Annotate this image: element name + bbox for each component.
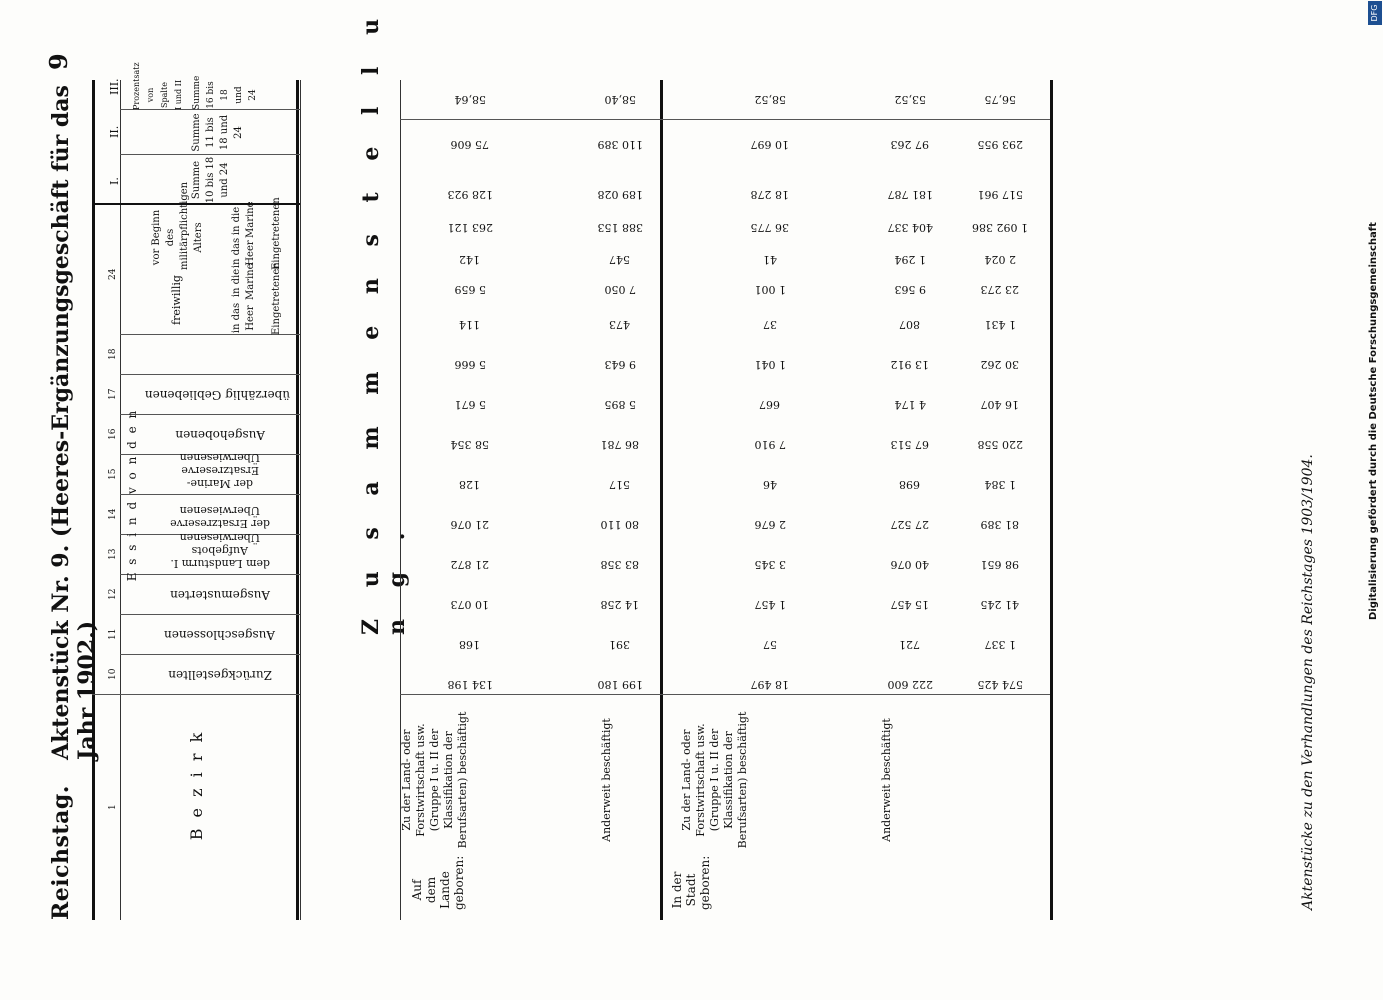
value-cell: 5 895 [604,398,636,411]
value-cell: 404 337 [887,221,933,234]
header-summe-10-18: Summe 10 bis 18 und 24 [191,156,230,204]
value-cell: 58,64 [454,93,486,106]
header-eingetretenen-2: Eingetretenen [271,197,282,270]
colnum-12: 12 [108,588,118,600]
colnum-III: III. [108,78,121,95]
value-cell: 9 563 [894,283,926,296]
value-cell: 110 389 [597,138,643,151]
divider [120,374,300,375]
header-heer-2: in das Heer [231,237,256,269]
value-cell: 473 [609,318,631,331]
value-cell: 142 [459,253,481,266]
header-bezirk: B e z i r k [187,729,206,841]
value-cell: 46 [763,478,777,491]
colnum-II: II. [108,125,121,138]
colnum-13: 13 [108,548,118,560]
value-cell: 199 180 [597,678,643,691]
header-marine-2: in die Marine [231,201,256,238]
value-cell: 667 [759,398,781,411]
value-cell: 27 527 [890,518,930,531]
footer-note: Aktenstücke zu den Verhandlungen des Reichstages 1903/1904. [1300,454,1316,910]
value-cell: 2 676 [754,518,786,531]
value-cell: 388 153 [597,221,643,234]
value-cell: 698 [899,478,921,491]
row-label-g2-r2 [880,700,930,860]
column-number-rule [120,80,121,920]
value-cell: 391 [609,638,631,651]
total-cell: 41 245 [980,598,1020,611]
page-header [44,53,100,920]
header-c15: der Marine-Ersatzreserve Überwiesenen [179,451,261,490]
header-bottom-thick-rule [296,80,299,920]
value-cell: 168 [459,638,481,651]
value-cell: 67 513 [890,438,930,451]
header-summe-16-18: Summe 16 bis 18 und 24 [192,75,258,110]
group-divider [660,80,663,920]
colnum-10: 10 [108,668,118,680]
value-cell: 4 174 [894,398,926,411]
total-cell: 2 024 [984,253,1016,266]
colnum-11: 11 [108,628,118,640]
header-summe-11-18: Summe 11 bis 18 und 24 [191,113,244,152]
colnum-18: 18 [108,348,118,360]
value-cell: 21 872 [450,558,490,571]
total-cell: 81 389 [980,518,1020,531]
value-cell: 13 912 [890,358,930,371]
total-cell: 16 407 [980,398,1020,411]
total-cell: 23 273 [980,283,1020,296]
value-cell: 222 600 [887,678,933,691]
divider [120,574,300,575]
value-cell: 58 354 [450,438,490,451]
row-label-g1-r1 [400,700,580,860]
total-cell: 98 651 [980,558,1020,571]
value-cell: 15 457 [890,598,930,611]
divider [120,654,300,655]
row-label-text: Anderweit beschäftigt [880,718,893,842]
value-cell: 57 [763,638,777,651]
total-cell: 1 431 [984,318,1016,331]
group-label-stadt [670,855,910,910]
divider [120,614,300,615]
row-label-text: Zu der Land- oder Forstwirtschaft usw. (Gruppe I u. II der Klassifikation der Berufsarten) beschäftigt [400,711,469,849]
value-cell: 263 121 [447,221,493,234]
value-cell: 721 [899,638,921,651]
data-divider-bezirk [400,694,1050,695]
value-cell: 10 073 [450,598,490,611]
value-cell: 14 258 [600,598,640,611]
divider [120,494,300,495]
value-cell: 75 606 [450,138,490,151]
value-cell: 1 041 [754,358,786,371]
total-cell: 517 961 [977,188,1023,201]
colnum-14: 14 [108,508,118,520]
value-cell: 10 697 [750,138,790,151]
total-cell: 574 425 [977,678,1023,691]
value-cell: 128 923 [447,188,493,201]
value-cell: 58,40 [604,93,636,106]
value-cell: 134 198 [447,678,493,691]
value-cell: 3 345 [754,558,786,571]
colnum-24: 24 [108,268,118,280]
header-c14: der Ersatzreserve Überwiesenen [170,504,270,530]
value-cell: 114 [459,318,481,331]
total-cell: 1 384 [984,478,1016,491]
section-title: Z u s a m m e n s t e l l u n g . [358,6,410,635]
colnum-I: I. [108,177,121,185]
header-eingetretenen-1: Eingetretenen [271,262,282,335]
total-cell: 293 955 [977,138,1023,151]
header-title: Aktenstück Nr. 9. (Heeres-Ergänzungsgeschäft für das Jahr 1902.) [48,85,100,760]
value-cell: 517 [609,478,631,491]
row-label-g1-r2 [600,700,650,860]
value-cell: 41 [763,253,777,266]
value-cell: 97 263 [890,138,930,151]
value-cell: 5 659 [454,283,486,296]
page-number: 9 [44,53,73,70]
row-label-g2-r1 [680,700,860,860]
value-cell: 86 781 [600,438,640,451]
colnum-1: 1 [108,804,118,810]
value-cell: 189 028 [597,188,643,201]
header-group-title: E s s i n d v o n d e n [125,408,139,582]
value-cell: 5 671 [454,398,486,411]
value-cell: 547 [609,253,631,266]
colnum-17: 17 [108,388,118,400]
header-c12: Ausgemusterten [170,588,270,602]
header-heer-1: in das Heer [231,302,256,334]
value-cell: 18 497 [750,678,790,691]
divider-bezirk [92,694,300,695]
total-cell: 56,75 [984,93,1016,106]
value-cell: 9 643 [604,358,636,371]
header-prozentsatz: Prozentsatz von Spalte I und II [132,62,183,110]
value-cell: 40 076 [890,558,930,571]
colnum-16: 16 [108,428,118,440]
header-c13: dem Landsturm I. Aufgebots Überwiesenen [170,531,270,570]
value-cell: 80 110 [600,518,640,531]
header-freiwillig: freiwillig [170,275,183,325]
value-cell: 7 910 [754,438,786,451]
header-c10: Zurückgestellten [168,668,272,682]
table-top-rule [92,80,95,920]
header-marine-1: in die Marine [231,263,256,300]
value-cell: 53,52 [894,93,926,106]
value-cell: 1 457 [754,598,786,611]
value-cell: 1 001 [754,283,786,296]
header-bottom-rule [300,80,301,920]
table-bottom-rule [1050,80,1053,920]
colnum-15: 15 [108,468,118,480]
dfg-logo: DFG [1368,1,1382,25]
group-label-stadt-text: In der Stadt geboren: [670,855,712,910]
value-cell: 1 294 [894,253,926,266]
value-cell: 128 [459,478,481,491]
value-cell: 18 278 [750,188,790,201]
value-cell: 37 [763,318,777,331]
value-cell: 58,52 [754,93,786,106]
header-c16: Ausgehobenen [175,428,265,442]
header-left: Reichstag. [48,785,74,920]
header-c11: Ausgeschlossenen [164,628,276,642]
total-cell: 30 262 [980,358,1020,371]
value-cell: 807 [899,318,921,331]
value-cell: 83 358 [600,558,640,571]
value-cell: 21 076 [450,518,490,531]
header-vor-beginn: vor Beginn des militärpflichtigen Alters [151,181,204,270]
header-c17: überzählig Gebliebenen [144,388,290,402]
total-cell: 1 337 [984,638,1016,651]
group-label-land [410,855,650,910]
value-cell: 5 666 [454,358,486,371]
total-cell: 1 092 386 [972,221,1028,234]
total-cell: 220 558 [977,438,1023,451]
value-cell: 7 050 [604,283,636,296]
row-label-text: Zu der Land- oder Forstwirtschaft usw. (Gruppe I u. II der Klassifikation der Berufsarten) beschäftigt [680,711,749,849]
value-cell: 36 775 [750,221,790,234]
divider [120,414,300,415]
value-cell: 181 787 [887,188,933,201]
group-label-land-text: Auf dem Lande geboren: [410,855,466,910]
row-label-text: Anderweit beschäftigt [600,718,613,842]
digitization-note: Digitalisierung gefördert durch die Deutsche Forschungsgemeinschaft [1368,222,1379,620]
